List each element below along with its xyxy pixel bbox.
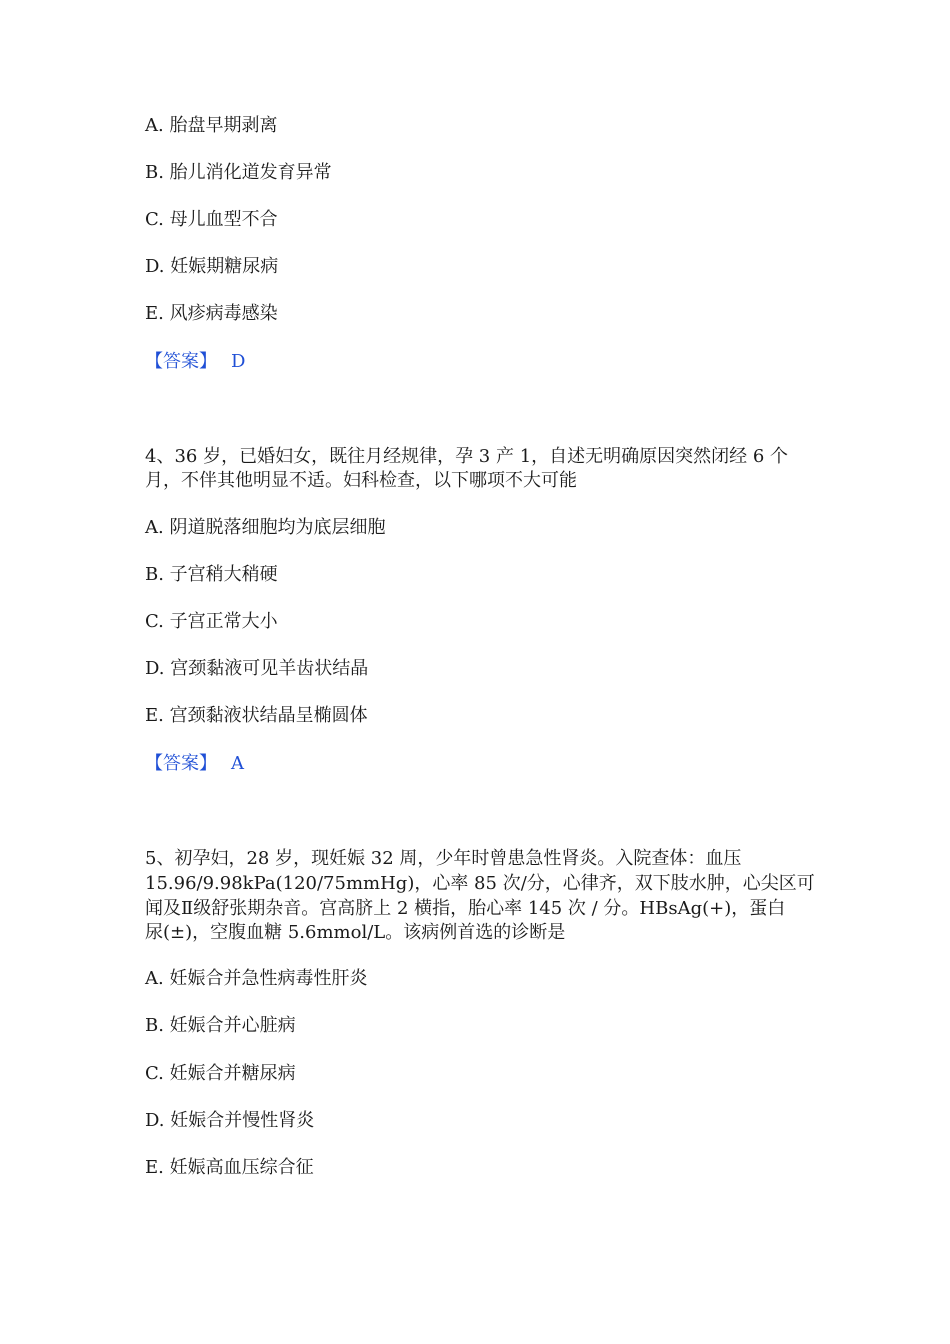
q3-answer-value: D: [231, 351, 246, 372]
q5-stem-line-2: 15.96/9.98kPa(120/75mmHg)，心率 85 次/分，心律齐，双下肢水肿，心尖区可: [145, 873, 815, 894]
q5-stem-line-3: 闻及Ⅱ级舒张期杂音。宫高脐上 2 横指，胎心率 145 次 / 分。HBsAg(+)，蛋白: [145, 898, 786, 919]
q3-option-c: C. 母儿血型不合: [145, 209, 278, 230]
q5-stem-line-1: 5、初孕妇，28 岁，现妊娠 32 周，少年时曾患急性肾炎。入院查体：血压: [145, 848, 742, 869]
q4-option-a: A. 阴道脱落细胞均为底层细胞: [145, 517, 386, 538]
q3-answer: [145, 350, 245, 374]
q5-option-b: B. 妊娠合并心脏病: [145, 1015, 296, 1036]
q5-option-c: C. 妊娠合并糖尿病: [145, 1063, 296, 1084]
q5-stem-line-4: 尿(±)，空腹血糖 5.6mmol/L。该病例首选的诊断是: [145, 922, 566, 943]
q4-option-c: C. 子宫正常大小: [145, 611, 278, 632]
q3-option-d: D. 妊娠期糖尿病: [145, 256, 279, 277]
q3-option-e: E. 风疹病毒感染: [145, 303, 278, 324]
q3-option-a: A. 胎盘早期剥离: [145, 115, 278, 136]
q4-option-d: D. 宫颈黏液可见羊齿状结晶: [145, 658, 369, 679]
q4-option-e: E. 宫颈黏液状结晶呈椭圆体: [145, 705, 368, 726]
q4-stem-line-1: 4、36 岁，已婚妇女，既往月经规律，孕 3 产 1，自述无明确原因突然闭经 6 个: [145, 446, 789, 467]
q4-option-b: B. 子宫稍大稍硬: [145, 564, 278, 585]
q3-option-b: B. 胎儿消化道发育异常: [145, 162, 332, 183]
q4-answer-value: A: [231, 753, 244, 774]
q5-option-d: D. 妊娠合并慢性肾炎: [145, 1110, 315, 1131]
q4-answer: [145, 752, 244, 776]
q3-answer-label: 【答案】: [145, 351, 217, 372]
q4-answer-label: 【答案】: [145, 753, 217, 774]
q5-option-e: E. 妊娠高血压综合征: [145, 1157, 314, 1178]
q5-option-a: A. 妊娠合并急性病毒性肝炎: [145, 968, 368, 989]
q4-stem-line-2: 月，不伴其他明显不适。妇科检查，以下哪项不大可能: [145, 470, 577, 491]
